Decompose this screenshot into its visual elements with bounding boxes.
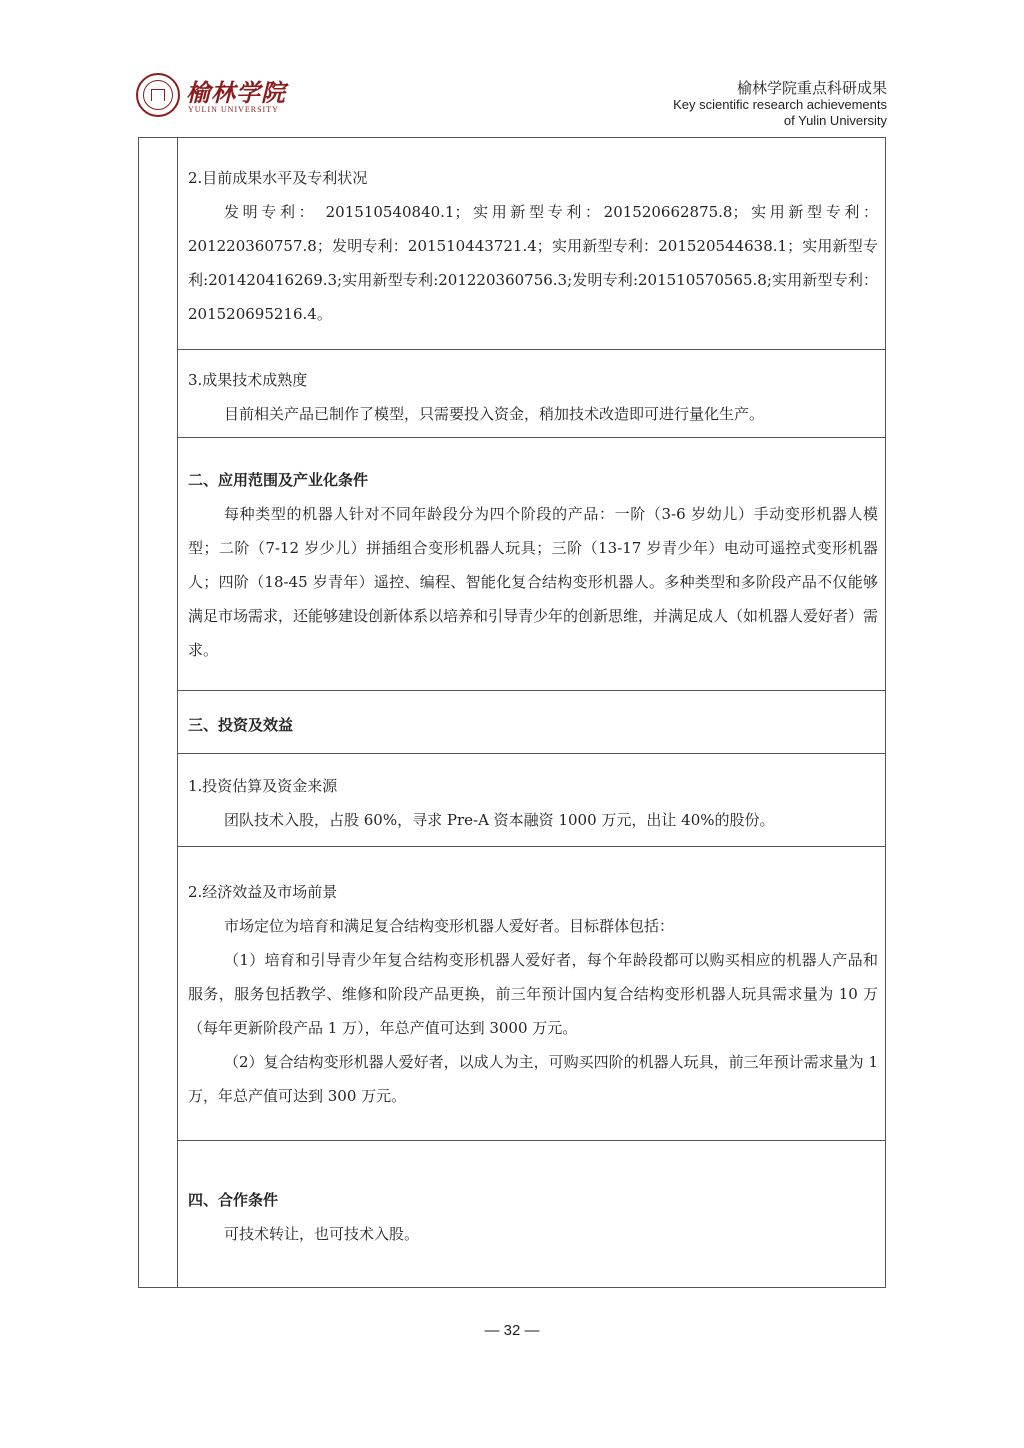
logo-subtitle: YULIN UNIVERSITY [188,105,279,114]
section-body: 目前相关产品已制作了模型，只需要投入资金，稍加技术改造即可进行量化生产。 [224,405,765,423]
header-title-cn: 榆林学院重点科研成果 [736,80,887,97]
row-divider [178,1140,885,1141]
section-title: 3.成果技术成熟度 [188,371,308,389]
row-divider [178,846,885,847]
section-investment [188,708,878,742]
page-number: — 32 — [484,1322,540,1339]
section-economic [188,875,878,1113]
row-divider [178,437,885,438]
section-funding [188,769,878,837]
section-title: 1.投资估算及资金来源 [188,777,338,795]
section-item-1: （1）培育和引导青少年复合结构变形机器人爱好者，每个年龄段都可以购买相应的机器人产品和服务，服务包括教学、维修和阶段产品更换，前三年预计国内复合结构变形机器人玩具需求量为 10 万（每年更新阶段产品 1 万），年总产值可达到 3000 万元。 [188,951,878,1037]
section-title: 2.目前成果水平及专利状况 [188,169,368,187]
row-divider [178,690,885,691]
section-intro: 市场定位为培育和满足复合结构变形机器人爱好者。目标群体包括： [224,917,675,935]
section-tech-maturity [188,363,878,431]
section-body: 每种类型的机器人针对不同年龄段分为四个阶段的产品：一阶（3-6 岁幼儿）手动变形机器人模型；二阶（7-12 岁少儿）拼插组合变形机器人玩具；三阶（13-17 岁青少年）电动可遥控式变形机器人；四阶（18-45 岁青年）遥控、编程、智能化复合结构变形机器人。多种类型和多阶段产品不仅能够满足市场需求，还能够建设创新体系以培养和引导青少年的创新思维，并满足成人（如机器人爱好者）需求。 [188,505,879,659]
row-divider [178,753,885,754]
section-item-2: （2）复合结构变形机器人爱好者，以成人为主，可购买四阶的机器人玩具，前三年预计需求量为 1 万，年总产值可达到 300 万元。 [188,1053,878,1105]
section-application [188,463,878,667]
row-divider [178,349,885,350]
header-title-en-line1: Key scientific research achievements [673,97,887,112]
section-patent-status [188,161,878,331]
section-heading: 四、合作条件 [188,1191,279,1209]
university-logo [136,73,286,121]
section-heading: 二、应用范围及产业化条件 [188,471,369,489]
section-body: 可技术转让，也可技术入股。 [224,1225,420,1243]
page-header [0,0,1024,136]
section-heading: 三、投资及效益 [188,716,294,734]
section-cooperation [188,1183,878,1251]
section-body: 发明专利： 201510540840.1；实用新型专利：201520662875.8；实用新型专利：201220360757.8；发明专利：201510443721.4；实用新型专利：201520544638.1；实用新型专利:201420416269.3;实用新型专利:201220360756.3;发明专利:201510570565.8;实用新型专利：201520695216.4。 [188,203,878,323]
table-left-column-divider [177,138,178,1287]
header-title-en-line2: of Yulin University [783,113,887,128]
university-seal-icon [136,73,180,117]
logo-wordmark: 榆林学院 [186,78,286,107]
section-body: 团队技术入股，占股 60%，寻求 Pre-A 资本融资 1000 万元，出让 40%的股份。 [224,811,775,829]
section-title: 2.经济效益及市场前景 [188,883,338,901]
header-title-block [673,80,887,129]
